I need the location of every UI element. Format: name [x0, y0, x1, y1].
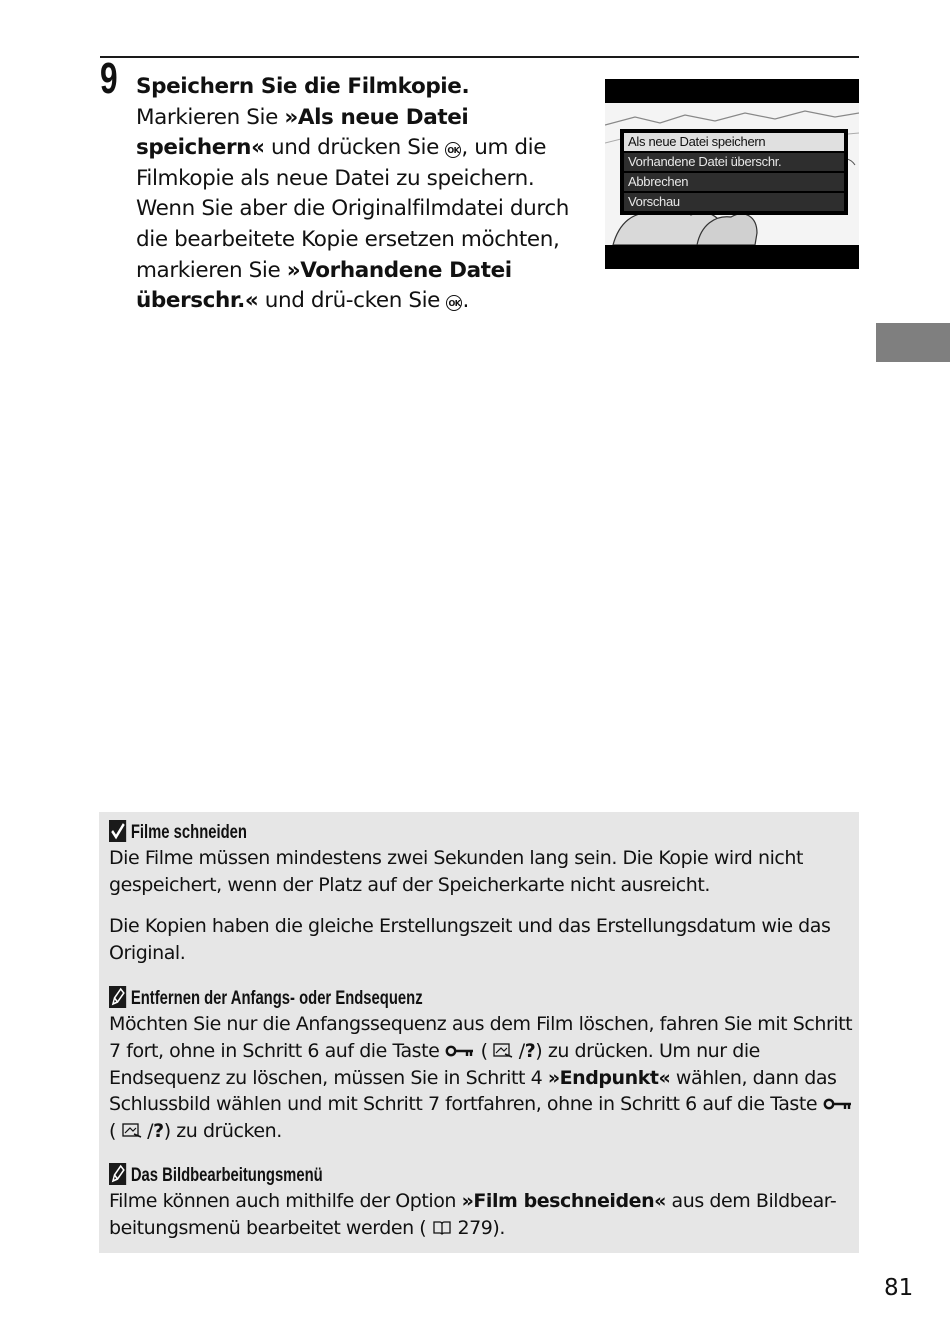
- note-text-part: ) zu drücken. Um nur die Endsequenz zu löschen, müssen Sie in Schritt 4: [109, 1039, 760, 1089]
- note-paragraph: Die Filme müssen mindestens zwei Sekunden lang sein. Die Kopie wird nicht gespeichert, wenn der Platz auf der Speicherkarte nicht ausreicht.: [109, 847, 804, 896]
- camera-screen: [605, 79, 859, 269]
- note-text-part: wählen, dann das Schlussbild wählen und mit Schritt 7 fortfahren, ohne in Schritt 6 auf die Taste: [109, 1066, 837, 1116]
- option-save-new: »Als neue Datei speichern«: [136, 104, 469, 161]
- option-film-trim: »Film beschneiden«: [461, 1190, 666, 1212]
- note-paragraph: [109, 1188, 854, 1242]
- protect-key-icon: [445, 1040, 481, 1062]
- menu-item-preview[interactable]: Vorschau: [624, 193, 844, 211]
- top-rule: [100, 56, 859, 58]
- check-note-icon: [109, 820, 126, 842]
- note-paragraph: Die Kopien haben die gleiche Erstellungszeit und das Erstellungsdatum wie das Original.: [109, 915, 831, 964]
- note-text-part: ) zu drücken.: [163, 1120, 282, 1143]
- help-question-icon: ?: [153, 1120, 164, 1143]
- note-text-part: aus dem Bildbear-beitungsmenü bearbeitet werden (: [109, 1190, 837, 1239]
- book-page-icon: [426, 1217, 457, 1239]
- note-title: [109, 820, 247, 844]
- retouch-icon: [116, 1120, 147, 1142]
- note-text-part: Filme können auch mithilfe der Option: [109, 1190, 462, 1212]
- step-text-part: und drücken Sie: [264, 135, 446, 161]
- pencil-note-icon: [109, 1163, 126, 1185]
- page-reference[interactable]: 279: [457, 1216, 493, 1239]
- page-number: 81: [884, 1275, 914, 1301]
- note-title-text: Filme schneiden: [130, 822, 247, 843]
- protect-key-icon: [823, 1093, 853, 1115]
- note-title: [109, 1163, 323, 1187]
- ok-button-icon: OK: [445, 142, 461, 158]
- step-text-part: , um die Filmkopie als neue Datei zu speichern. Wenn Sie aber die Originalfilmdatei durch die bearbeitete Kopie ersetzen möchten, markieren Sie: [136, 135, 569, 283]
- note-paragraph: [109, 1011, 854, 1145]
- note-title-text: Entfernen der Anfangs- oder Endsequenz: [130, 988, 423, 1009]
- note-text-part: /: [518, 1039, 525, 1062]
- note-text-part: (: [109, 1120, 116, 1143]
- help-question-icon: ?: [524, 1039, 536, 1062]
- step-text-part: .: [462, 288, 469, 314]
- chapter-tab: [876, 323, 950, 362]
- note-text-part: (: [480, 1039, 488, 1062]
- step-heading: Speichern Sie die Filmkopie.: [136, 74, 470, 99]
- ok-button-icon: OK: [446, 295, 462, 311]
- save-options-menu: [620, 129, 848, 215]
- note-title: [109, 986, 423, 1010]
- menu-item-cancel[interactable]: Abbrechen: [624, 173, 844, 191]
- menu-item-save-new[interactable]: Als neue Datei speichern: [624, 133, 844, 151]
- note-title-text: Das Bildbearbeitungsmenü: [130, 1165, 323, 1186]
- pencil-note-icon: [109, 986, 126, 1008]
- note-text-part: Möchten Sie nur die Anfangssequenz aus dem Film löschen, fahren Sie mit Schritt 7 fort, ohne in Schritt 6 auf die Taste: [109, 1013, 853, 1062]
- retouch-icon: [488, 1040, 519, 1062]
- note-text-part: /: [147, 1120, 154, 1143]
- notes-box: [99, 812, 859, 1253]
- step-text-part: Markieren Sie: [136, 104, 285, 130]
- option-endpoint: »Endpunkt«: [547, 1066, 671, 1089]
- option-overwrite: »Vorhandene Datei überschr.«: [136, 257, 512, 314]
- menu-item-overwrite[interactable]: Vorhandene Datei überschr.: [624, 153, 844, 171]
- step-text: [136, 72, 596, 317]
- step-number: 9: [100, 54, 118, 103]
- note-text-part: ).: [492, 1216, 505, 1239]
- step-text-part: und drü-cken Sie: [258, 288, 447, 314]
